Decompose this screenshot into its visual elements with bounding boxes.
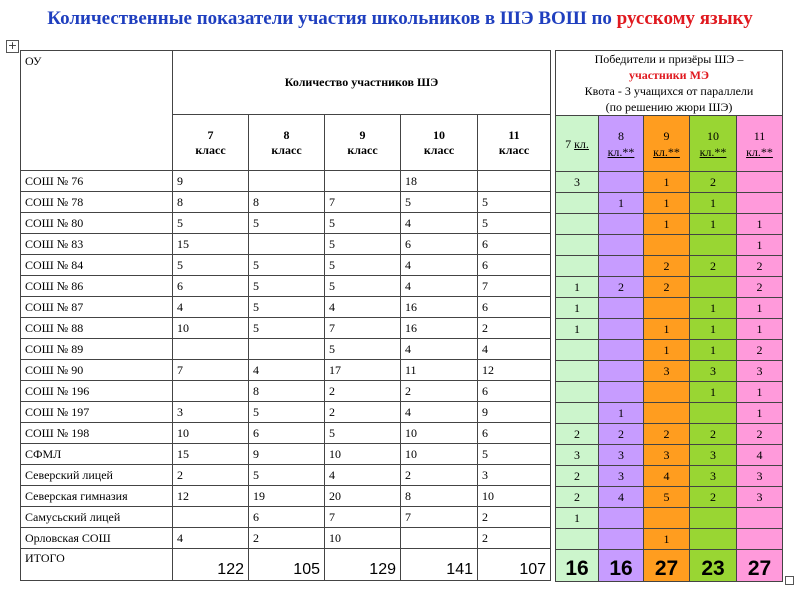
grade-num: 11 — [753, 128, 766, 143]
school-name[interactable]: СОШ № 86 — [21, 276, 173, 297]
winners-count-cell[interactable]: 2 — [690, 424, 737, 445]
school-name[interactable]: СОШ № 89 — [21, 339, 173, 360]
winners-count-cell[interactable]: 3 — [644, 445, 690, 466]
school-name[interactable]: Северская гимназия — [21, 486, 173, 507]
table-row — [21, 234, 551, 255]
participant-count-cell[interactable]: 4 — [478, 339, 551, 360]
winners-count-cell[interactable]: 3 — [690, 445, 737, 466]
participant-count-cell[interactable]: 2 — [249, 528, 325, 549]
table-row — [556, 445, 783, 466]
school-name[interactable]: СОШ № 84 — [21, 255, 173, 276]
participant-count-cell[interactable]: 12 — [478, 360, 551, 381]
table-row — [21, 360, 551, 381]
school-name[interactable]: Самусьский лицей — [21, 507, 173, 528]
winners-count-cell[interactable]: 1 — [644, 529, 690, 550]
winners-header-line2: участники МЭ — [628, 68, 710, 82]
winners-count-cell[interactable] — [690, 403, 737, 424]
participants-body — [21, 171, 551, 549]
participant-count-cell[interactable]: 4 — [325, 297, 401, 318]
grade-num: 9 — [359, 127, 366, 142]
winners-count-cell[interactable] — [556, 193, 599, 214]
winners-total-cell[interactable]: 16 — [599, 550, 644, 582]
school-name[interactable]: Орловская СОШ — [21, 528, 173, 549]
participant-count-cell[interactable]: 5 — [478, 192, 551, 213]
winners-count-cell[interactable]: 1 — [556, 277, 599, 298]
grade-word: кл. — [574, 136, 589, 151]
participant-count-cell[interactable]: 10 — [401, 444, 478, 465]
participant-count-cell[interactable]: 16 — [401, 297, 478, 318]
participant-count-cell[interactable]: 5 — [325, 213, 401, 234]
participant-count-cell[interactable]: 2 — [173, 465, 249, 486]
grade-header-8 — [249, 115, 325, 171]
winners-count-cell[interactable] — [690, 235, 737, 256]
winners-count-cell[interactable] — [599, 361, 644, 382]
table-row — [556, 403, 783, 424]
participant-count-cell[interactable] — [401, 528, 478, 549]
school-name[interactable]: Северский лицей — [21, 465, 173, 486]
winners-count-cell[interactable]: 1 — [556, 508, 599, 529]
winners-table — [555, 50, 783, 582]
table-row — [21, 213, 551, 234]
winners-count-cell[interactable] — [690, 529, 737, 550]
ou-header: ОУ — [21, 51, 173, 171]
winners-total-cell[interactable]: 16 — [556, 550, 599, 582]
table-row — [21, 192, 551, 213]
participant-count-cell[interactable]: 5 — [325, 255, 401, 276]
participant-count-cell[interactable]: 17 — [325, 360, 401, 381]
grade-word: кл.** — [653, 144, 680, 159]
winners-count-cell[interactable] — [644, 508, 690, 529]
winners-count-cell[interactable]: 3 — [556, 172, 599, 193]
participant-count-cell[interactable]: 7 — [173, 360, 249, 381]
grade-num: 8 — [618, 128, 624, 143]
participant-count-cell[interactable]: 6 — [478, 297, 551, 318]
participant-count-cell[interactable]: 2 — [478, 318, 551, 339]
winners-header-line4: (по решению жюри ШЭ) — [605, 100, 733, 114]
participant-count-cell[interactable] — [173, 507, 249, 528]
title-subject: русскому языку — [616, 8, 753, 29]
winners-count-cell[interactable]: 3 — [690, 466, 737, 487]
participant-count-cell[interactable]: 16 — [401, 318, 478, 339]
participant-count-cell[interactable]: 5 — [173, 255, 249, 276]
school-name[interactable]: СОШ № 87 — [21, 297, 173, 318]
participant-count-cell[interactable]: 4 — [173, 528, 249, 549]
title-main: Количественные показатели участия школьников в ШЭ ВОШ по — [47, 8, 617, 29]
participant-count-cell[interactable]: 3 — [478, 465, 551, 486]
winners-count-cell[interactable]: 3 — [599, 466, 644, 487]
school-name[interactable]: СОШ № 196 — [21, 381, 173, 402]
participant-count-cell[interactable]: 5 — [401, 192, 478, 213]
winners-count-cell[interactable] — [737, 508, 783, 529]
participant-count-cell[interactable]: 6 — [478, 423, 551, 444]
table-row — [556, 508, 783, 529]
grade-word: класс — [498, 142, 530, 157]
participant-count-cell[interactable]: 20 — [325, 486, 401, 507]
school-name[interactable]: СОШ № 83 — [21, 234, 173, 255]
total-cell[interactable]: 122 — [173, 549, 249, 581]
winners-count-cell[interactable]: 2 — [556, 487, 599, 508]
table-row — [556, 529, 783, 550]
winners-count-cell[interactable]: 1 — [737, 382, 783, 403]
school-name[interactable]: СОШ № 78 — [21, 192, 173, 213]
grade-num: 9 — [663, 128, 670, 143]
participant-count-cell[interactable]: 6 — [478, 381, 551, 402]
winners-count-cell[interactable] — [599, 529, 644, 550]
participant-count-cell[interactable]: 8 — [249, 381, 325, 402]
winners-count-cell[interactable] — [556, 340, 599, 361]
table-row — [556, 382, 783, 403]
winners-count-cell[interactable]: 3 — [737, 466, 783, 487]
grade-word: кл.** — [746, 144, 773, 159]
grade-word: кл.** — [607, 144, 635, 159]
winners-body — [556, 172, 783, 550]
participant-count-cell[interactable]: 2 — [401, 465, 478, 486]
table-row — [21, 381, 551, 402]
table-row — [21, 402, 551, 423]
winners-count-cell[interactable]: 2 — [644, 424, 690, 445]
school-name[interactable]: СФМЛ — [21, 444, 173, 465]
participant-count-cell[interactable] — [173, 339, 249, 360]
participant-count-cell[interactable]: 4 — [325, 465, 401, 486]
page-title — [0, 8, 800, 30]
participants-header: Количество участников ШЭ — [173, 51, 551, 115]
participant-count-cell[interactable]: 5 — [325, 234, 401, 255]
winners-count-cell[interactable] — [599, 382, 644, 403]
participant-count-cell[interactable]: 7 — [401, 507, 478, 528]
participant-count-cell[interactable]: 2 — [325, 381, 401, 402]
participant-count-cell[interactable]: 11 — [401, 360, 478, 381]
winners-count-cell[interactable] — [599, 235, 644, 256]
participant-count-cell[interactable]: 5 — [325, 276, 401, 297]
winners-count-cell[interactable]: 1 — [644, 214, 690, 235]
participant-count-cell[interactable]: 8 — [173, 192, 249, 213]
participant-count-cell[interactable]: 4 — [401, 402, 478, 423]
winners-grade-header-11 — [737, 116, 783, 172]
winners-count-cell[interactable]: 2 — [690, 487, 737, 508]
winners-count-cell[interactable]: 5 — [644, 487, 690, 508]
participant-count-cell[interactable]: 5 — [325, 339, 401, 360]
winners-count-cell[interactable] — [556, 214, 599, 235]
participant-count-cell[interactable]: 10 — [325, 444, 401, 465]
table-row — [21, 528, 551, 549]
table-row — [21, 507, 551, 528]
winners-count-cell[interactable]: 1 — [644, 193, 690, 214]
winners-count-cell[interactable]: 1 — [690, 382, 737, 403]
participant-count-cell[interactable]: 4 — [401, 255, 478, 276]
winners-count-cell[interactable] — [556, 382, 599, 403]
participant-count-cell[interactable] — [249, 234, 325, 255]
school-name[interactable]: СОШ № 80 — [21, 213, 173, 234]
grade-num: 10 — [707, 128, 719, 143]
participant-count-cell[interactable]: 2 — [478, 528, 551, 549]
winners-count-cell[interactable]: 2 — [737, 277, 783, 298]
participant-count-cell[interactable]: 5 — [173, 213, 249, 234]
table-row — [556, 298, 783, 319]
winners-count-cell[interactable]: 2 — [690, 256, 737, 277]
participant-count-cell[interactable]: 4 — [401, 276, 478, 297]
table-resize-handle-icon[interactable] — [785, 576, 794, 585]
total-cell[interactable]: 141 — [401, 549, 478, 581]
winners-header — [556, 51, 783, 116]
participant-count-cell[interactable]: 5 — [478, 444, 551, 465]
participant-count-cell[interactable]: 10 — [173, 423, 249, 444]
participant-count-cell[interactable]: 15 — [173, 444, 249, 465]
winners-count-cell[interactable] — [599, 319, 644, 340]
total-cell[interactable]: 107 — [478, 549, 551, 581]
winners-count-cell[interactable] — [556, 529, 599, 550]
winners-count-cell[interactable]: 2 — [690, 172, 737, 193]
winners-count-cell[interactable]: 1 — [737, 214, 783, 235]
school-name[interactable]: СОШ № 76 — [21, 171, 173, 192]
winners-count-cell[interactable] — [599, 340, 644, 361]
participant-count-cell[interactable]: 5 — [249, 318, 325, 339]
total-cell[interactable]: 129 — [325, 549, 401, 581]
winners-count-cell[interactable] — [737, 172, 783, 193]
participants-table — [20, 50, 551, 581]
grade-header-11 — [478, 115, 551, 171]
participant-count-cell[interactable] — [249, 171, 325, 192]
winners-count-cell[interactable]: 3 — [737, 487, 783, 508]
participant-count-cell[interactable]: 5 — [249, 297, 325, 318]
grade-header-10 — [401, 115, 478, 171]
participant-count-cell[interactable]: 12 — [173, 486, 249, 507]
winners-count-cell[interactable]: 2 — [556, 424, 599, 445]
winners-header-line3: Квота - 3 учащихся от параллели — [584, 84, 754, 98]
table-row — [21, 297, 551, 318]
participant-count-cell[interactable]: 18 — [401, 171, 478, 192]
participant-count-cell[interactable] — [249, 339, 325, 360]
winners-count-cell[interactable] — [599, 508, 644, 529]
winners-count-cell[interactable]: 1 — [644, 319, 690, 340]
winners-count-cell[interactable]: 3 — [737, 361, 783, 382]
table-row — [556, 277, 783, 298]
table-row — [556, 340, 783, 361]
participant-count-cell[interactable]: 10 — [173, 318, 249, 339]
winners-grade-header-10 — [690, 116, 737, 172]
winners-count-cell[interactable]: 2 — [644, 256, 690, 277]
grade-num: 10 — [433, 127, 445, 142]
participant-count-cell[interactable] — [478, 171, 551, 192]
table-row — [21, 486, 551, 507]
grade-num: 11 — [508, 127, 520, 142]
table-row — [556, 487, 783, 508]
winners-count-cell[interactable] — [737, 193, 783, 214]
winners-count-cell[interactable] — [644, 298, 690, 319]
winners-count-cell[interactable] — [644, 403, 690, 424]
participant-count-cell[interactable]: 4 — [401, 339, 478, 360]
winners-count-cell[interactable]: 2 — [737, 424, 783, 445]
participant-count-cell[interactable]: 19 — [249, 486, 325, 507]
participant-count-cell[interactable]: 10 — [325, 528, 401, 549]
table-row — [556, 256, 783, 277]
participant-count-cell[interactable]: 2 — [401, 381, 478, 402]
table-row — [556, 466, 783, 487]
table-row — [556, 424, 783, 445]
winners-count-cell[interactable]: 1 — [556, 298, 599, 319]
winners-count-cell[interactable] — [644, 382, 690, 403]
participant-count-cell[interactable]: 6 — [478, 234, 551, 255]
table-row — [21, 318, 551, 339]
winners-count-cell[interactable]: 2 — [599, 424, 644, 445]
participant-count-cell[interactable]: 9 — [478, 402, 551, 423]
participant-count-cell[interactable]: 6 — [249, 507, 325, 528]
winners-count-cell[interactable]: 1 — [556, 319, 599, 340]
winners-count-cell[interactable]: 1 — [690, 193, 737, 214]
table-row — [556, 361, 783, 382]
participant-count-cell[interactable]: 5 — [325, 423, 401, 444]
table-row — [556, 235, 783, 256]
winners-grade-header-8 — [599, 116, 644, 172]
table-row — [21, 423, 551, 444]
school-name[interactable]: СОШ № 197 — [21, 402, 173, 423]
grade-word: кл.** — [699, 144, 727, 159]
table-row — [21, 339, 551, 360]
winners-count-cell[interactable]: 1 — [599, 403, 644, 424]
grade-word: класс — [347, 142, 378, 157]
winners-count-cell[interactable]: 1 — [599, 193, 644, 214]
participant-count-cell[interactable]: 5 — [249, 213, 325, 234]
winners-count-cell[interactable] — [690, 508, 737, 529]
school-name[interactable]: СОШ № 198 — [21, 423, 173, 444]
participant-count-cell[interactable]: 5 — [249, 255, 325, 276]
table-move-handle-icon[interactable]: + — [7, 39, 18, 52]
school-name[interactable]: СОШ № 90 — [21, 360, 173, 381]
table-row — [556, 319, 783, 340]
winners-count-cell[interactable]: 3 — [644, 361, 690, 382]
school-name[interactable]: СОШ № 88 — [21, 318, 173, 339]
winners-count-cell[interactable]: 1 — [644, 340, 690, 361]
winners-count-cell[interactable] — [556, 256, 599, 277]
participant-count-cell[interactable]: 5 — [478, 213, 551, 234]
grade-num: 8 — [283, 127, 290, 142]
participant-count-cell[interactable]: 2 — [325, 402, 401, 423]
winners-count-cell[interactable]: 1 — [737, 298, 783, 319]
winners-count-cell[interactable] — [599, 214, 644, 235]
winners-count-cell[interactable]: 1 — [644, 172, 690, 193]
winners-count-cell[interactable]: 1 — [737, 319, 783, 340]
participant-count-cell[interactable]: 7 — [478, 276, 551, 297]
winners-count-cell[interactable]: 1 — [737, 403, 783, 424]
participant-count-cell[interactable]: 5 — [249, 465, 325, 486]
participant-count-cell[interactable]: 6 — [249, 423, 325, 444]
participant-count-cell[interactable]: 9 — [173, 171, 249, 192]
participant-count-cell[interactable]: 7 — [325, 507, 401, 528]
table-row — [21, 465, 551, 486]
participant-count-cell[interactable] — [325, 171, 401, 192]
winners-count-cell[interactable]: 2 — [644, 277, 690, 298]
table-row — [556, 172, 783, 193]
participant-count-cell[interactable]: 15 — [173, 234, 249, 255]
table-row — [21, 444, 551, 465]
total-label: ИТОГО — [21, 549, 173, 581]
winners-total-cell[interactable]: 27 — [644, 550, 690, 582]
winners-count-cell[interactable]: 2 — [737, 340, 783, 361]
participant-count-cell[interactable]: 3 — [173, 402, 249, 423]
winners-total-cell[interactable]: 27 — [737, 550, 783, 582]
participant-count-cell[interactable]: 8 — [401, 486, 478, 507]
winners-count-cell[interactable]: 3 — [690, 361, 737, 382]
winners-count-cell[interactable] — [690, 277, 737, 298]
participant-count-cell[interactable]: 8 — [249, 192, 325, 213]
winners-count-cell[interactable] — [599, 172, 644, 193]
winners-count-cell[interactable]: 2 — [599, 277, 644, 298]
total-cell[interactable]: 105 — [249, 549, 325, 581]
winners-count-cell[interactable] — [737, 529, 783, 550]
participant-count-cell[interactable]: 7 — [325, 192, 401, 213]
participant-count-cell[interactable]: 7 — [325, 318, 401, 339]
winners-count-cell[interactable]: 1 — [690, 298, 737, 319]
grade-word: класс — [195, 142, 226, 157]
winners-count-cell[interactable]: 3 — [599, 445, 644, 466]
grade-word: класс — [423, 142, 455, 157]
grade-num: 7 — [207, 127, 214, 142]
participant-count-cell[interactable]: 4 — [401, 213, 478, 234]
winners-grade-header-9 — [644, 116, 690, 172]
winners-count-cell[interactable]: 1 — [737, 235, 783, 256]
winners-count-cell[interactable] — [556, 361, 599, 382]
participant-count-cell[interactable]: 9 — [249, 444, 325, 465]
winners-count-cell[interactable] — [556, 235, 599, 256]
participant-count-cell[interactable]: 6 — [173, 276, 249, 297]
table-row — [21, 255, 551, 276]
participant-count-cell[interactable]: 10 — [478, 486, 551, 507]
table-row — [556, 193, 783, 214]
participant-count-cell[interactable]: 2 — [478, 507, 551, 528]
table-row — [556, 214, 783, 235]
participant-count-cell[interactable]: 10 — [401, 423, 478, 444]
participant-count-cell[interactable] — [173, 381, 249, 402]
grade-header-7 — [173, 115, 249, 171]
winners-count-cell[interactable] — [556, 403, 599, 424]
winners-count-cell[interactable]: 4 — [737, 445, 783, 466]
grade-header-9 — [325, 115, 401, 171]
winners-count-cell[interactable]: 1 — [690, 214, 737, 235]
winners-header-line1: Победители и призёры ШЭ – — [594, 52, 744, 66]
table-row — [21, 171, 551, 192]
winners-count-cell[interactable]: 1 — [690, 319, 737, 340]
winners-count-cell[interactable]: 3 — [556, 445, 599, 466]
winners-count-cell[interactable]: 4 — [599, 487, 644, 508]
grade-word: класс — [271, 142, 302, 157]
winners-count-cell[interactable]: 2 — [556, 466, 599, 487]
winners-count-cell[interactable]: 4 — [644, 466, 690, 487]
winners-count-cell[interactable] — [599, 256, 644, 277]
participant-count-cell[interactable]: 5 — [249, 276, 325, 297]
winners-total-cell[interactable]: 23 — [690, 550, 737, 582]
grade-num: 7 — [565, 136, 572, 151]
winners-count-cell[interactable] — [644, 235, 690, 256]
participant-count-cell[interactable]: 5 — [249, 402, 325, 423]
participant-count-cell[interactable]: 6 — [401, 234, 478, 255]
winners-grade-header-7 — [556, 116, 599, 172]
winners-count-cell[interactable] — [599, 298, 644, 319]
table-row — [21, 276, 551, 297]
winners-count-cell[interactable]: 2 — [737, 256, 783, 277]
participant-count-cell[interactable]: 4 — [249, 360, 325, 381]
participant-count-cell[interactable]: 4 — [173, 297, 249, 318]
winners-count-cell[interactable]: 1 — [690, 340, 737, 361]
participant-count-cell[interactable]: 6 — [478, 255, 551, 276]
